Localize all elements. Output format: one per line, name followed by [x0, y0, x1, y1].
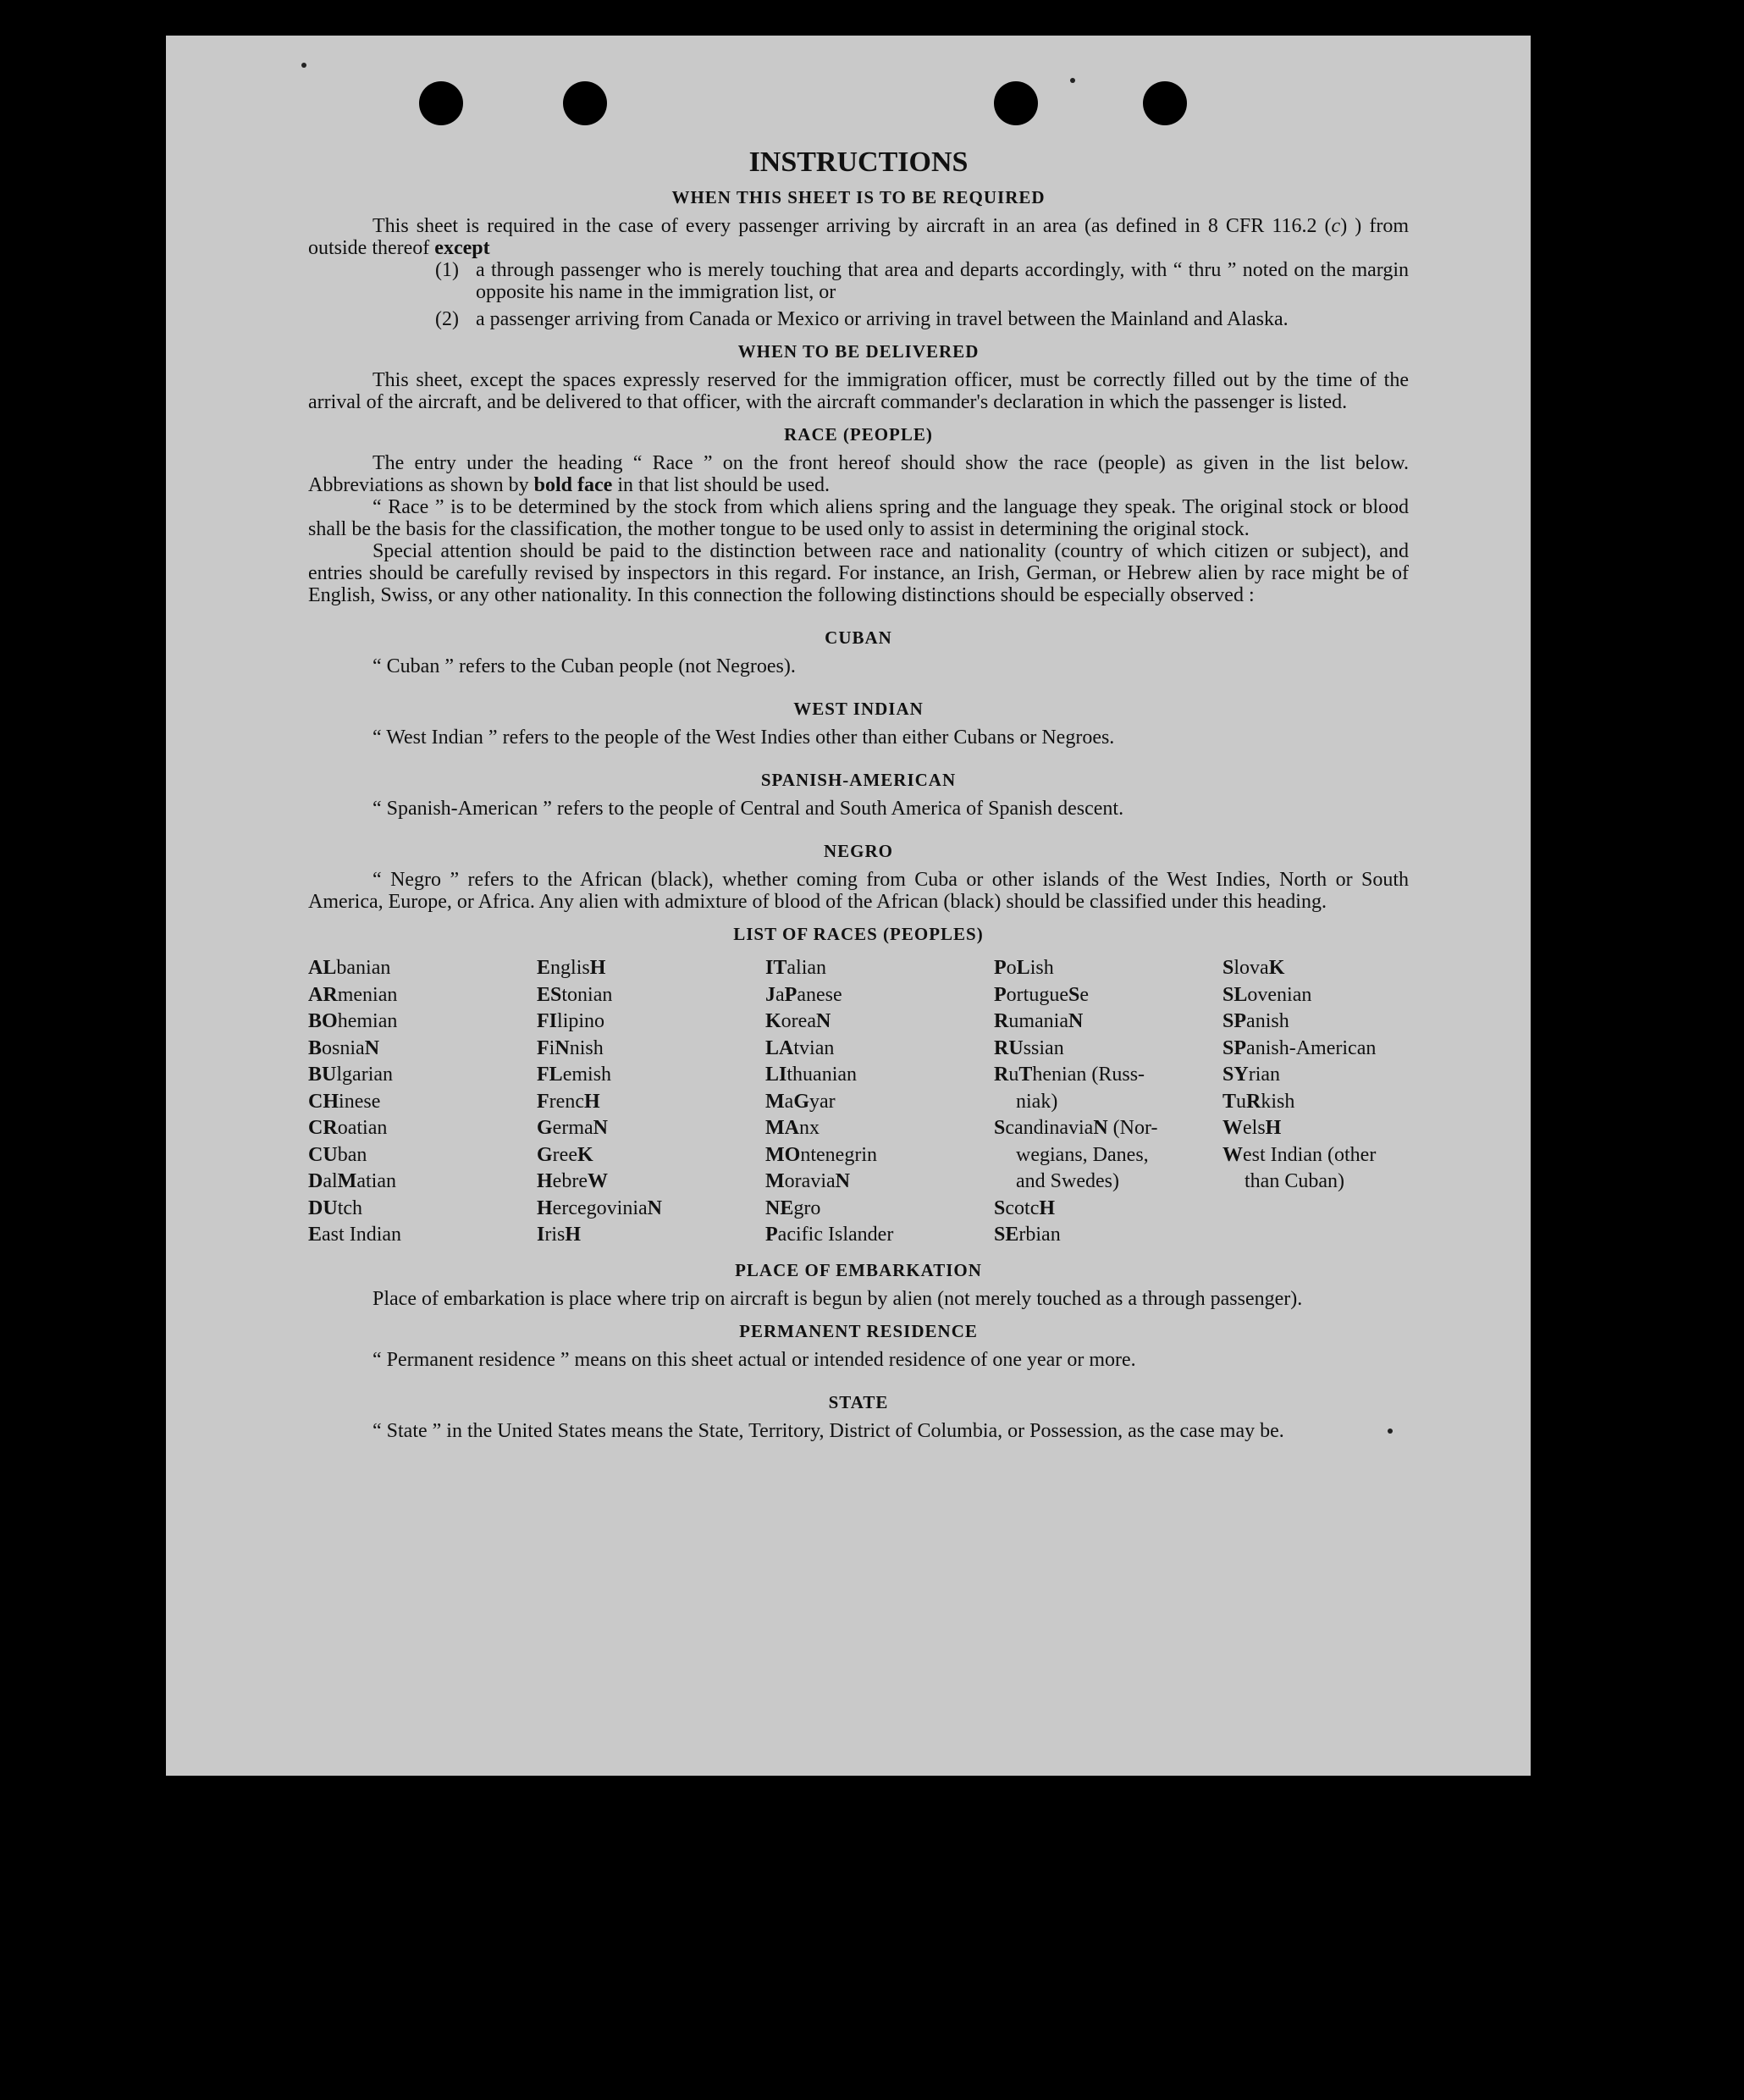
race-entry: LIthuanian	[765, 1064, 858, 1086]
race-entry: West Indian (other	[1222, 1143, 1377, 1166]
race-entry: TuRkish	[1222, 1090, 1295, 1113]
heading-list-of-races: LIST OF RACES (PEOPLES)	[733, 924, 984, 944]
paragraph-race-3: Special attention should be paid to the distinction between race and nationality (country of which citizen or subject), and entries should be carefully revised by inspectors in this regard. For instance, an Irish, German, or Hebrew alien by race might be of English, Swiss, or any other nationality. In this connection the following distinctions should be especially observed :	[308, 540, 1409, 606]
race-entry: FLemish	[537, 1064, 612, 1086]
race-entry: CUban	[308, 1143, 367, 1166]
punch-hole	[563, 81, 607, 125]
races-list	[308, 955, 1409, 1249]
race-entry: CRoatian	[308, 1117, 388, 1139]
race-entry: FrencH	[537, 1090, 600, 1113]
race-entry: SErbian	[994, 1224, 1061, 1246]
races-column-1	[308, 955, 537, 1249]
speck	[1070, 78, 1075, 83]
heading-when-delivered: WHEN TO BE DELIVERED	[737, 341, 980, 362]
paragraph-race-2: “ Race ” is to be determined by the stock from which aliens spring and the language they speak. The original stock or blood shall be the basis for the classification, the mother tongue to be used only to assist in determining the original stock.	[308, 496, 1409, 540]
race-entry: and Swedes)	[1016, 1170, 1120, 1192]
race-entry: SYrian	[1222, 1064, 1281, 1086]
heading-west-indian: WEST INDIAN	[793, 699, 924, 719]
race-entry: RUssian	[994, 1036, 1064, 1059]
exception-item-1: (1) a through passenger who is merely touching that area and departs accordingly, with “ thru ” noted on the margin opposite his name in the immigration list, or	[435, 259, 1409, 303]
race-entry: DalMatian	[308, 1170, 396, 1192]
race-entry: MOntenegrin	[765, 1143, 877, 1166]
race-entry: LAtvian	[765, 1036, 835, 1059]
punch-hole	[994, 81, 1038, 125]
race-entry: than Cuban)	[1245, 1170, 1344, 1192]
race-entry: WelsH	[1222, 1117, 1282, 1139]
punch-hole	[1143, 81, 1187, 125]
race-entry: EnglisH	[537, 957, 606, 979]
heading-race: RACE (PEOPLE)	[784, 424, 933, 445]
race-entry: ARmenian	[308, 983, 398, 1006]
paragraph-cuban: “ Cuban ” refers to the Cuban people (not Negroes).	[373, 655, 796, 677]
race-entry: GermaN	[537, 1117, 608, 1139]
race-entry: BUlgarian	[308, 1064, 394, 1086]
race-entry: IrisH	[537, 1224, 582, 1246]
document-sheet	[166, 36, 1531, 1776]
race-entry: ScandinaviaN (Nor-	[994, 1117, 1158, 1139]
race-entry: MAnx	[765, 1117, 820, 1139]
page-title: INSTRUCTIONS	[748, 146, 969, 178]
race-entry: JaPanese	[765, 983, 842, 1006]
race-entry: ScotcH	[994, 1196, 1056, 1219]
race-entry: SlovaK	[1222, 957, 1285, 979]
race-entry: FIlipino	[537, 1010, 605, 1032]
heading-negro: NEGRO	[823, 841, 893, 861]
race-entry: EStonian	[537, 983, 613, 1006]
exception-item-2: (2) a passenger arriving from Canada or Mexico or arriving in travel between the Mainland and Alaska.	[435, 308, 1289, 330]
race-entry: HercegoviniaN	[537, 1196, 662, 1219]
race-entry: BosniaN	[308, 1036, 380, 1059]
race-entry: SLovenian	[1222, 983, 1312, 1006]
races-column-5	[1222, 955, 1409, 1249]
heading-spanish-american: SPANISH-AMERICAN	[760, 770, 957, 790]
paragraph-state: “ State ” in the United States means the State, Territory, District of Columbia, or Possession, as the case may be.	[373, 1419, 1284, 1442]
race-entry: ITalian	[765, 957, 827, 979]
paragraph-spanish-american: “ Spanish-American ” refers to the people of Central and South America of Spanish descent.	[373, 798, 1124, 820]
race-entry: RumaniaN	[994, 1010, 1084, 1032]
paragraph-west-indian: “ West Indian ” refers to the people of the West Indies other than either Cubans or Negroes.	[373, 727, 1115, 749]
race-entry: MaGyar	[765, 1090, 836, 1113]
paragraph-when-delivered: This sheet, except the spaces expressly reserved for the immigration officer, must be correctly filled out by the time of the arrival of the aircraft, and be delivered to that officer, with the aircraft commander's declaration in which the passenger is listed.	[308, 369, 1409, 413]
heading-embarkation: PLACE OF EMBARKATION	[735, 1259, 982, 1280]
race-entry: East Indian	[308, 1224, 402, 1246]
race-entry: Pacific Islander	[765, 1224, 894, 1246]
paragraph-when-required: This sheet is required in the case of every passenger arriving by aircraft in an area (as defined in 8 CFR 116.2 (c) ) from outside thereof except	[308, 215, 1410, 259]
race-entry: DUtch	[308, 1196, 363, 1219]
heading-when-required: WHEN THIS SHEET IS TO BE REQUIRED	[671, 187, 1046, 207]
race-entry: GreeK	[537, 1143, 593, 1166]
race-entry: PoLish	[994, 957, 1054, 979]
race-entry: ALbanian	[308, 957, 391, 979]
race-entry: NEgro	[765, 1196, 821, 1219]
race-entry: KoreaN	[765, 1010, 831, 1032]
race-entry: CHinese	[308, 1090, 381, 1113]
race-entry: RuThenian (Russ-	[994, 1064, 1145, 1086]
speck	[301, 63, 306, 68]
race-entry: SPanish	[1222, 1010, 1289, 1032]
paragraph-negro: “ Negro ” refers to the African (black), whether coming from Cuba or other islands of the West Indies, North or South America, Europe, or Africa. Any alien with admixture of blood of the African (black) should be classified under this heading.	[308, 869, 1409, 913]
races-column-3	[765, 955, 994, 1249]
punch-hole	[419, 81, 463, 125]
race-entry: niak)	[1016, 1090, 1058, 1113]
race-entry: PortugueSe	[994, 983, 1090, 1006]
race-entry: SPanish-American	[1222, 1036, 1377, 1059]
instructions-content	[308, 146, 1409, 1442]
paragraph-residence: “ Permanent residence ” means on this sheet actual or intended residence of one year or more.	[373, 1348, 1136, 1371]
race-entry: FiNnish	[537, 1036, 604, 1059]
race-entry: wegians, Danes,	[1016, 1143, 1149, 1166]
heading-state: STATE	[828, 1391, 889, 1412]
race-entry: HebreW	[537, 1170, 608, 1192]
paragraph-embarkation: Place of embarkation is place where trip on aircraft is begun by alien (not merely touched as a through passenger).	[373, 1287, 1303, 1310]
paragraph-race-1: The entry under the heading “ Race ” on the front hereof should show the race (people) as given in the list below. Abbreviations as shown by bold face in that list should be used.	[308, 452, 1409, 496]
race-entry: BOhemian	[308, 1010, 398, 1032]
races-column-2	[537, 955, 765, 1249]
races-column-4	[994, 955, 1222, 1249]
race-entry: MoraviaN	[765, 1170, 850, 1192]
heading-cuban: CUBAN	[825, 627, 892, 648]
heading-residence: PERMANENT RESIDENCE	[739, 1320, 978, 1341]
